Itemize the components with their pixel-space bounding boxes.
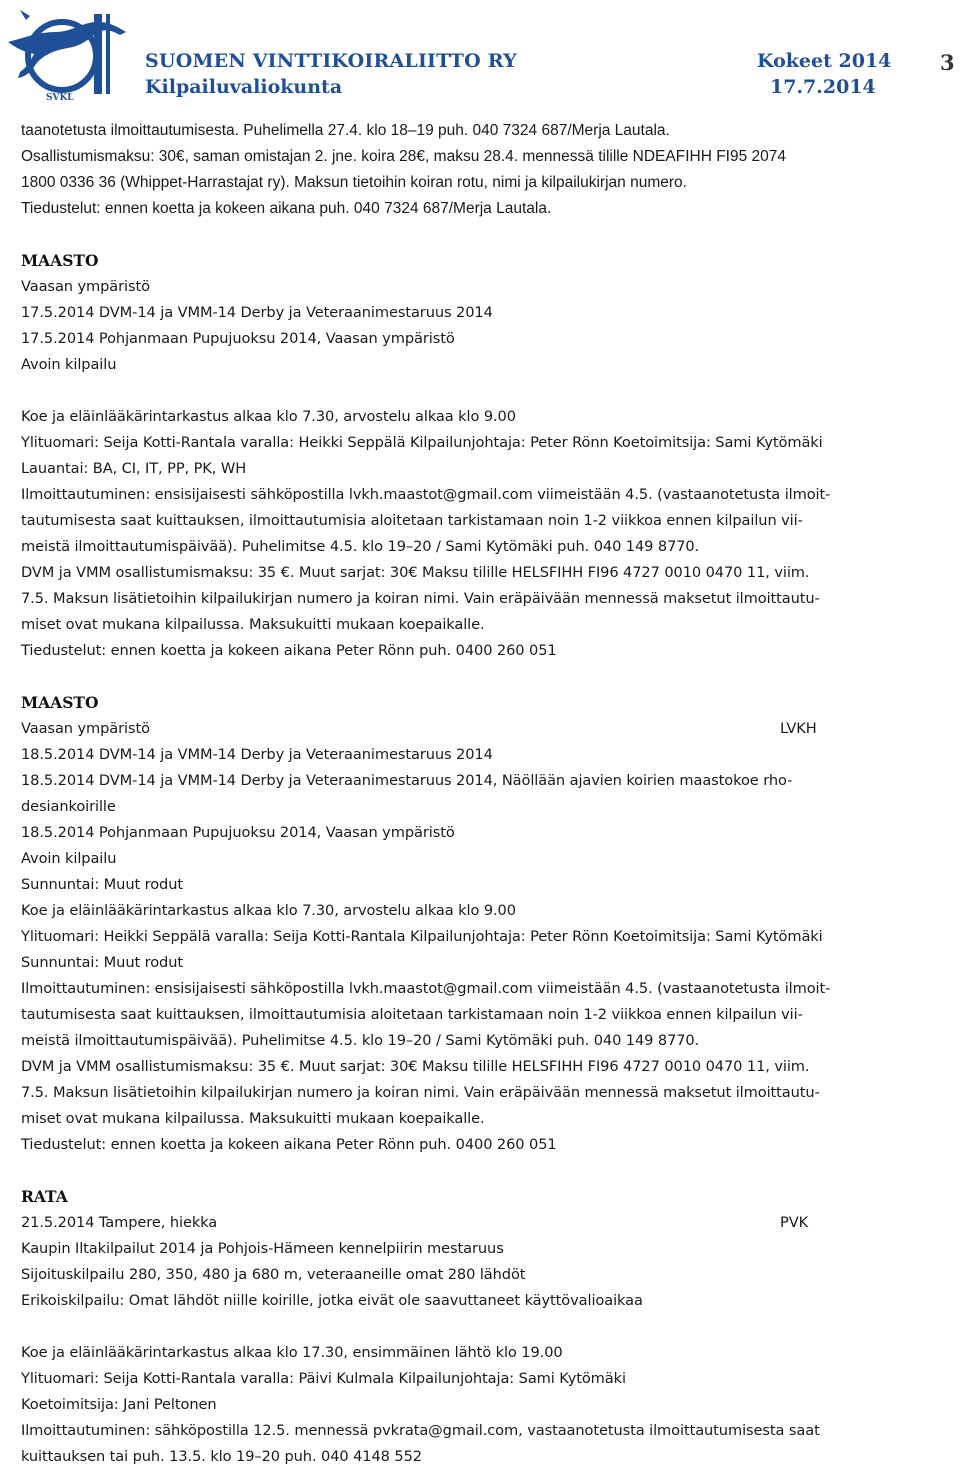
location-row xyxy=(21,1210,956,1236)
text-line: meistä ilmoittautumispäivää). Puhelimitse 4.5. klo 19–20 / Sami Kytömäki puh. 040 149 8770. xyxy=(21,1032,700,1049)
section-heading: RATA xyxy=(21,1187,68,1206)
text-line: kuittauksen tai puh. 13.5. klo 19–20 puh. 040 4148 552 xyxy=(21,1448,422,1465)
section-heading: MAASTO xyxy=(21,251,99,270)
text-line: miset ovat mukana kilpailussa. Maksukuitti mukaan koepaikalle. xyxy=(21,1110,485,1127)
logo-text: SVKL xyxy=(46,93,74,102)
text-line: Koetoimitsija: Jani Peltonen xyxy=(21,1396,217,1413)
text-line: Tiedustelut: ennen koetta ja kokeen aikana Peter Rönn puh. 0400 260 051 xyxy=(21,1136,557,1153)
text-line: Kaupin Iltakilpailut 2014 ja Pohjois-Hämeen kennelpiirin mestaruus xyxy=(21,1240,504,1257)
document-title: Kokeet 2014 xyxy=(757,50,892,72)
text-line: Sijoituskilpailu 280, 350, 480 ja 680 m, veteraaneille omat 280 lähdöt xyxy=(21,1266,526,1283)
page-header xyxy=(0,0,960,110)
svkl-greyhound-logo xyxy=(4,2,132,102)
committee-name: Kilpailuvaliokunta xyxy=(145,76,343,98)
location-text: 21.5.2014 Tampere, hiekka xyxy=(21,1214,218,1231)
intro-line: taanotetusta ilmoittautumisesta. Puhelimella 27.4. klo 18–19 puh. 040 7324 687/Merja Lautala. xyxy=(21,122,670,139)
organization-name: SUOMEN VINTTIKOIRALIITTO RY xyxy=(145,50,517,72)
text-line: Ylituomari: Seija Kotti-Rantala varalla: Heikki Seppälä Kilpailunjohtaja: Peter Rönn Koetoimitsija: Sami Kytömäki xyxy=(21,434,823,451)
text-line: Koe ja eläinlääkärintarkastus alkaa klo 7.30, arvostelu alkaa klo 9.00 xyxy=(21,902,516,919)
text-line: Avoin kilpailu xyxy=(21,850,117,867)
text-line: Lauantai: BA, CI, IT, PP, PK, WH xyxy=(21,460,247,477)
text-line: Ylituomari: Heikki Seppälä varalla: Seija Kotti-Rantala Kilpailunjohtaja: Peter Rönn Koetoimitsija: Sami Kytömäki xyxy=(21,928,823,945)
intro-line: Tiedustelut: ennen koetta ja kokeen aikana puh. 040 7324 687/Merja Lautala. xyxy=(21,200,552,217)
intro-line: Osallistumismaksu: 30€, saman omistajan 2. jne. koira 28€, maksu 28.4. mennessä tilille NDEAFIHH FI95 2074 xyxy=(21,148,787,165)
text-line: Ilmoittautuminen: sähköpostilla 12.5. mennessä pvkrata@gmail.com, vastaanotetusta ilmoittautumisesta saat xyxy=(21,1422,820,1439)
document-body xyxy=(21,118,956,1470)
text-line: Ylituomari: Seija Kotti-Rantala varalla: Päivi Kulmala Kilpailunjohtaja: Sami Kytömäki xyxy=(21,1370,626,1387)
location-row xyxy=(21,716,956,742)
intro-line: 1800 0336 36 (Whippet-Harrastajat ry). Maksun tietoihin koiran rotu, nimi ja kilpailukirjan numero. xyxy=(21,174,687,191)
text-line: Koe ja eläinlääkärintarkastus alkaa klo 17.30, ensimmäinen lähtö klo 19.00 xyxy=(21,1344,563,1361)
document-date: 17.7.2014 xyxy=(770,76,876,98)
text-line: 18.5.2014 DVM-14 ja VMM-14 Derby ja Veteraanimestaruus 2014, Näöllään ajavien koirien maastokoe rho- xyxy=(21,772,793,789)
text-line: 17.5.2014 DVM-14 ja VMM-14 Derby ja Veteraanimestaruus 2014 xyxy=(21,304,493,321)
text-line: 7.5. Maksun lisätietoihin kilpailukirjan numero ja koiran nimi. Vain eräpäivään mennessä maksetut ilmoittautu- xyxy=(21,590,820,607)
text-line: Ilmoittautuminen: ensisijaisesti sähköpostilla lvkh.maastot@gmail.com viimeistään 4.5. (vastaanotetusta ilmoit- xyxy=(21,486,831,503)
text-line: miset ovat mukana kilpailussa. Maksukuitti mukaan koepaikalle. xyxy=(21,616,485,633)
text-line: tautumisesta saat kuittauksen, ilmoittautumisia aloitetaan tarkistamaan noin 1-2 viikkoa ennen kilpailun vii- xyxy=(21,1006,803,1023)
section-heading: MAASTO xyxy=(21,693,99,712)
text-line: 17.5.2014 Pohjanmaan Pupujuoksu 2014, Vaasan ympäristö xyxy=(21,330,455,347)
text-line: tautumisesta saat kuittauksen, ilmoittautumisia aloitetaan tarkistamaan noin 1-2 viikkoa ennen kilpailun vii- xyxy=(21,512,803,529)
text-line: Tiedustelut: ennen koetta ja kokeen aikana Peter Rönn puh. 0400 260 051 xyxy=(21,642,557,659)
text-line: 18.5.2014 Pohjanmaan Pupujuoksu 2014, Vaasan ympäristö xyxy=(21,824,455,841)
text-line: Erikoiskilpailu: Omat lähdöt niille koirille, jotka eivät ole saavuttaneet käyttövalioaikaa xyxy=(21,1292,643,1309)
text-line: Avoin kilpailu xyxy=(21,356,117,373)
text-line: DVM ja VMM osallistumismaksu: 35 €. Muut sarjat: 30€ Maksu tilille HELSFIHH FI96 4727 0010 0470 11, viim. xyxy=(21,1058,810,1075)
text-line: meistä ilmoittautumispäivää). Puhelimitse 4.5. klo 19–20 / Sami Kytömäki puh. 040 149 8770. xyxy=(21,538,700,555)
text-line: DVM ja VMM osallistumismaksu: 35 €. Muut sarjat: 30€ Maksu tilille HELSFIHH FI96 4727 0010 0470 11, viim. xyxy=(21,564,810,581)
text-line: Koe ja eläinlääkärintarkastus alkaa klo 7.30, arvostelu alkaa klo 9.00 xyxy=(21,408,516,425)
text-line: Sunnuntai: Muut rodut xyxy=(21,954,183,971)
text-line: Sunnuntai: Muut rodut xyxy=(21,876,183,893)
text-line: 7.5. Maksun lisätietoihin kilpailukirjan numero ja koiran nimi. Vain eräpäivään mennessä maksetut ilmoittautu- xyxy=(21,1084,820,1101)
organizer-text: PVK xyxy=(780,1214,809,1231)
text-line: desiankoirille xyxy=(21,798,116,815)
location-text: Vaasan ympäristö xyxy=(21,720,150,737)
text-line: Ilmoittautuminen: ensisijaisesti sähköpostilla lvkh.maastot@gmail.com viimeistään 4.5. (vastaanotetusta ilmoit- xyxy=(21,980,831,997)
text-line: Vaasan ympäristö xyxy=(21,278,150,295)
organizer-text: LVKH xyxy=(780,720,817,737)
text-line: 18.5.2014 DVM-14 ja VMM-14 Derby ja Veteraanimestaruus 2014 xyxy=(21,746,493,763)
page-number: 3 xyxy=(940,50,955,75)
